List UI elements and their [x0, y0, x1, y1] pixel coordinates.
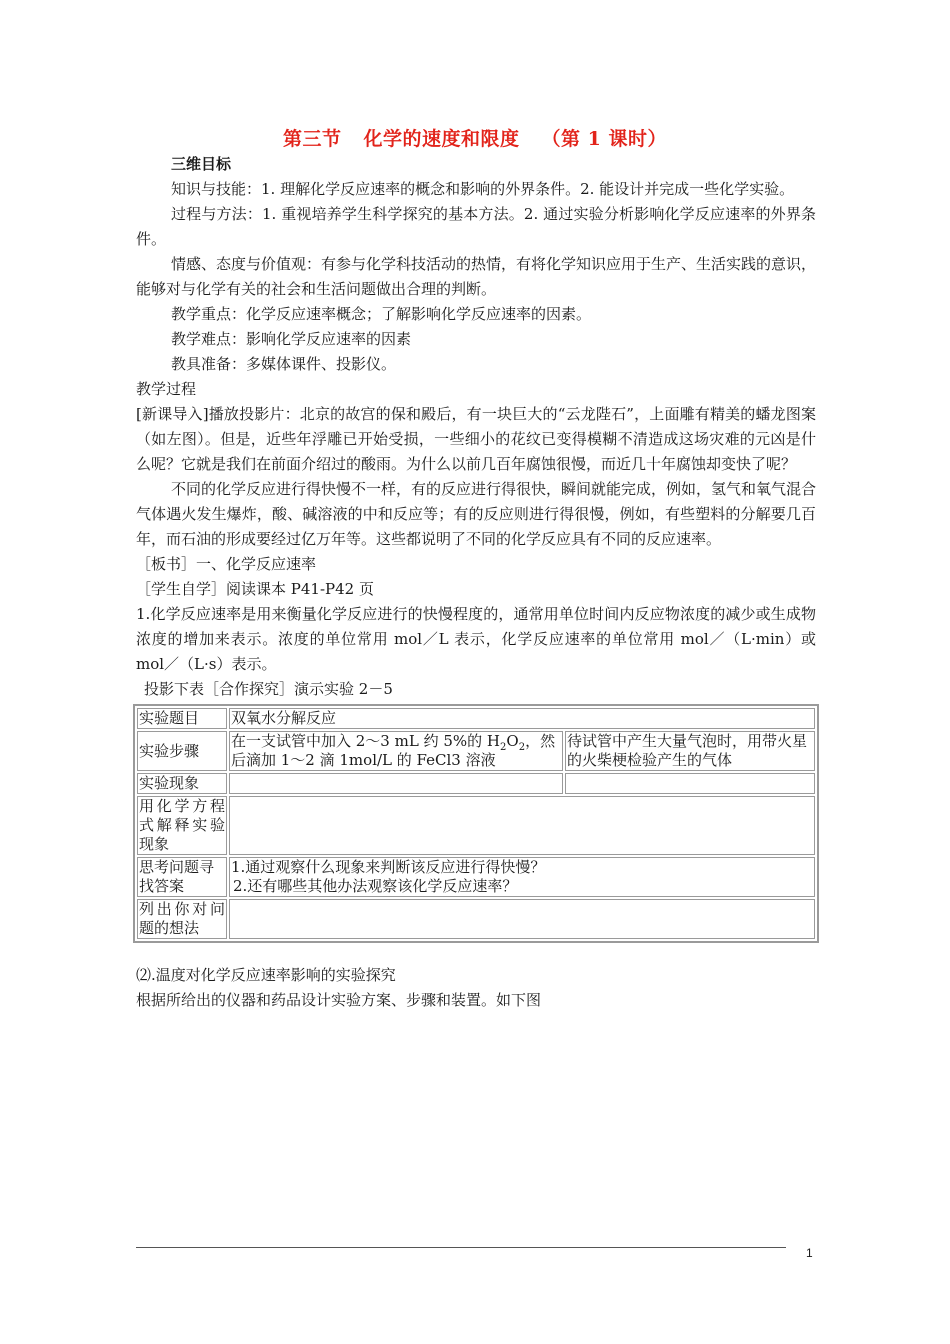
- table-cell-empty: [229, 899, 815, 939]
- table-cell-step2: 待试管中产生大量气泡时，用带火星的火柴梗检验产生的气体: [565, 731, 815, 771]
- table-row: [137, 796, 815, 855]
- table-cell-empty: [229, 796, 815, 855]
- table-row: [137, 773, 815, 794]
- table-cell-empty: [565, 773, 815, 794]
- table-row: [137, 857, 815, 897]
- table-cell-value: 双氧水分解反应: [229, 708, 815, 729]
- difficulty: 教学难点：影响化学反应速率的因素: [171, 330, 412, 348]
- self-study-note: ［学生自学］阅读课本 P41-P42 页: [136, 580, 374, 598]
- table-row: [137, 731, 815, 771]
- title-lesson: （第 1 课时）: [541, 128, 667, 150]
- tools: 教具准备：多媒体课件、投影仪。: [171, 355, 397, 373]
- different-rates-paragraph: 不同的化学反应进行得快慢不一样，有的反应进行得很快，瞬间就能完成，例如，氢气和氧气混合气体遇火发生爆炸，酸、碱溶液的中和反应等；有的反应则进行得很慢，例如，有些塑料的分解要几百年，而石油的形成要经过亿万年等。这些都说明了不同的化学反应具有不同的反应速率。: [136, 480, 817, 548]
- table-cell-label: 列出你对问题的想法: [139, 900, 225, 937]
- table-cell-label: 思考问题寻找答案: [137, 857, 227, 897]
- page-title: [0, 124, 950, 151]
- projection-note: 投影下表［合作探究］演示实验 2－5: [144, 680, 393, 698]
- question-1: 1.通过观察什么现象来判断该反应进行得快慢？: [231, 858, 546, 876]
- intro-paragraph: [新课导入]播放投影片：北京的故宫的保和殿后，有一块巨大的“云龙陛石”，上面雕有精美的蟠龙图案（如左图）。但是，近些年浮雕已开始受损，一些细小的花纹已变得模糊不清造成这场灾难的元凶是什么呢？它就是我们在前面介绍过的酸雨。为什么以前几百年腐蚀很慢，而近几十年腐蚀却变快了呢？: [136, 405, 816, 473]
- page-number: 1: [806, 1246, 813, 1260]
- table-cell-step1: 在一支试管中加入 2～3 mL 约 5%的 $H_2O_2$，然后滴加 1～2 滴 1mol/L 的 FeCl3 溶液: [229, 731, 563, 771]
- board-note: ［板书］一、化学反应速率: [136, 555, 317, 573]
- footer-divider: [136, 1247, 786, 1248]
- design-instruction: 根据所给出的仪器和药品设计实验方案、步骤和装置。如下图: [136, 991, 542, 1009]
- knowledge-goal: 知识与技能：1. 理解化学反应速率的概念和影响的外界条件。2. 能设计并完成一些化学实验。: [171, 180, 795, 198]
- attitude-goal: 情感、态度与价值观：有参与化学科技活动的热情，有将化学知识应用于生产、生活实践的意识，能够对与化学有关的社会和生活问题做出合理的判断。: [136, 255, 817, 298]
- table-cell-questions: [229, 857, 815, 897]
- table-row: [137, 708, 815, 729]
- definition-paragraph: 1.化学反应速率是用来衡量化学反应进行的快慢程度的，通常用单位时间内反应物浓度的减少或生成物浓度的增加来表示。浓度的单位常用 mol／L 表示，化学反应速率的单位常用 mol／（L·min）或 mol／（L·s）表示。: [136, 605, 816, 673]
- table-row: [137, 899, 815, 939]
- table-cell-empty: [229, 773, 563, 794]
- title-section: 第三节: [283, 128, 342, 150]
- table-cell-label: 实验现象: [137, 773, 227, 794]
- process-goal: 过程与方法：1. 重视培养学生科学探究的基本方法。2. 通过实验分析影响化学反应速率的外界条件。: [136, 205, 816, 248]
- experiment-table-wrapper: [133, 704, 816, 943]
- experiment-table: [133, 704, 819, 943]
- process-heading: 教学过程: [136, 380, 197, 398]
- table-cell-label: 实验题目: [137, 708, 227, 729]
- temperature-section: ⑵.温度对化学反应速率影响的实验探究: [136, 966, 396, 984]
- table-cell-label: 实验步骤: [137, 731, 227, 771]
- table-cell-label: 用化学方程式解释实验现象: [139, 797, 225, 853]
- title-topic: 化学的速度和限度: [363, 128, 520, 150]
- document-body: [136, 152, 816, 1013]
- key-point: 教学重点：化学反应速率概念；了解影响化学反应速率的因素。: [171, 305, 592, 323]
- goals-heading: 三维目标: [171, 155, 232, 173]
- question-2: 2.还有哪些其他办法观察该化学反应速率？: [233, 877, 518, 895]
